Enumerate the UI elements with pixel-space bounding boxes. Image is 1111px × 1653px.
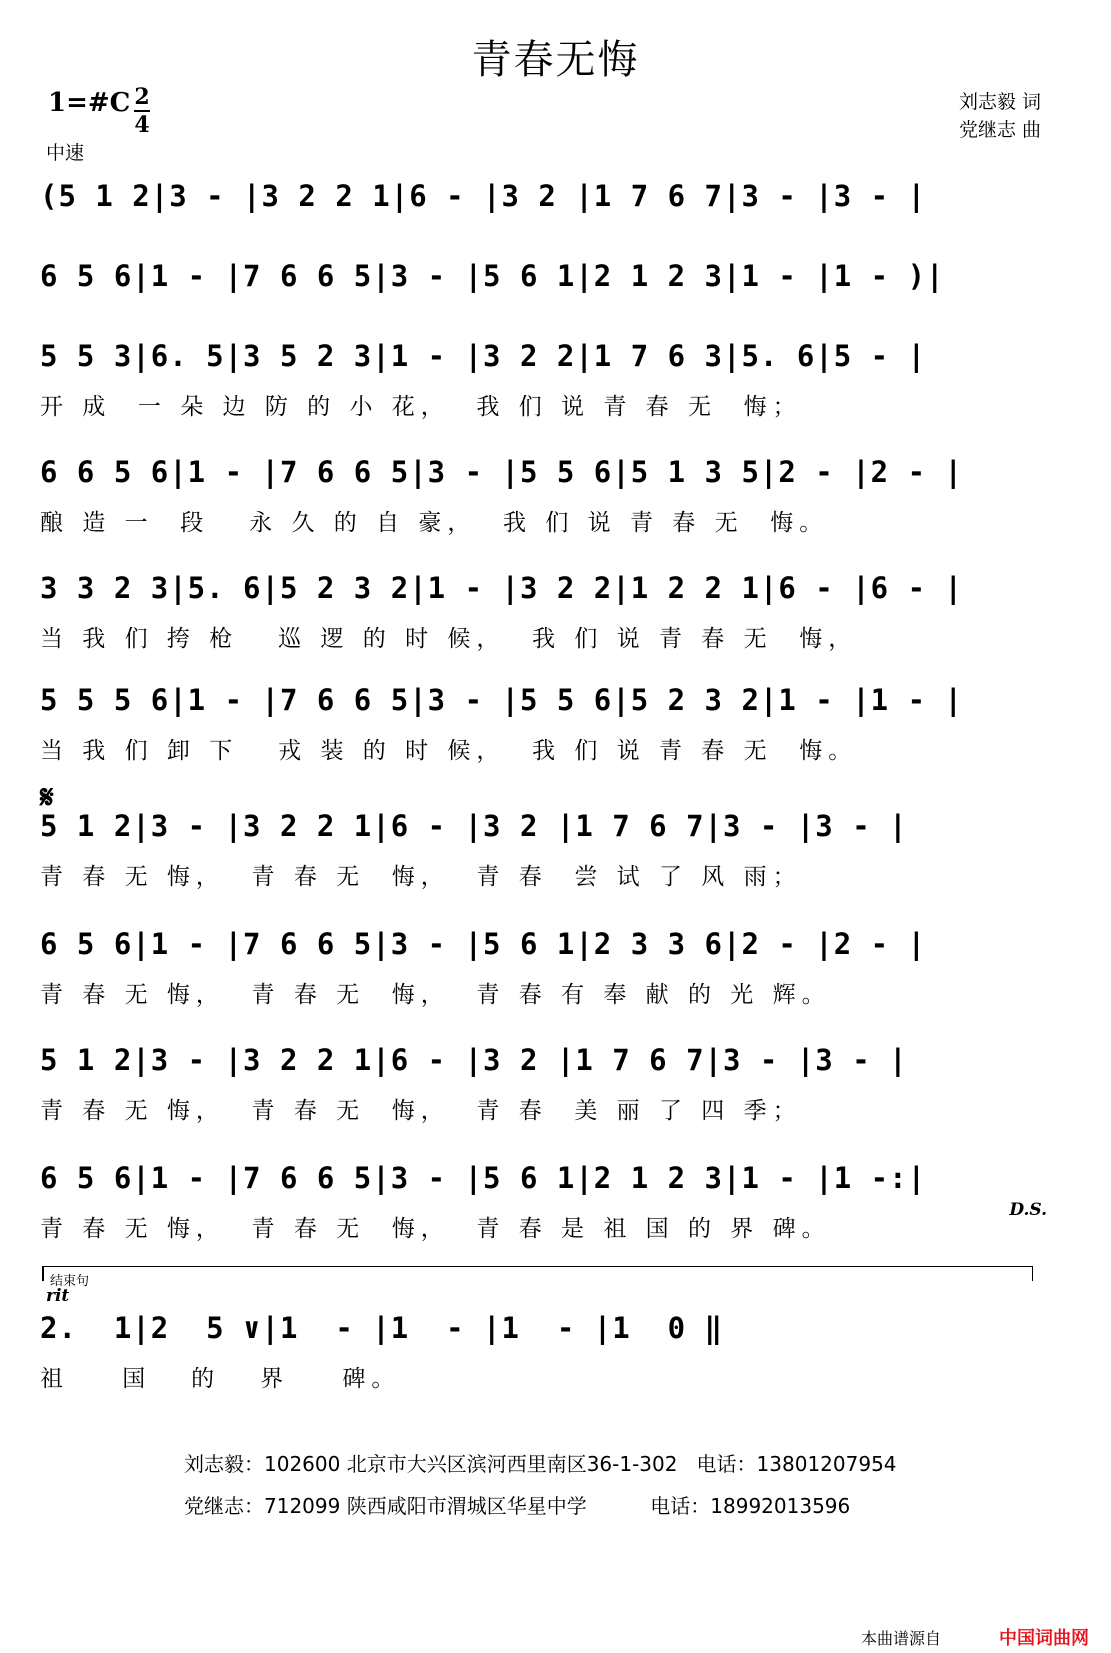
lyric-line: 青 春 无 悔， 青 春 无 悔， 青 春 有 奉 献 的 光 辉。	[40, 982, 831, 1008]
lyric-line: 当 我 们 卸 下 戎 装 的 时 候， 我 们 说 青 春 无 悔。	[40, 738, 858, 764]
notation-line: 5 5 5 6|1 - |7 6 6 5|3 - |5 5 6|5 2 3 2|1 - |1 - |	[40, 683, 963, 717]
lyric-line: 酿 造 一 段 永 久 的 自 豪， 我 们 说 青 春 无 悔。	[40, 510, 829, 536]
ritardando-marking: rit	[46, 1286, 70, 1306]
credits	[959, 88, 1041, 144]
lyricist-credit: 刘志毅 词	[958, 91, 1041, 113]
coda-notes: 2. 1|2 5 ∨|1 - |1 - |1 - |1 0 ‖	[40, 1311, 724, 1345]
ds-marking: D.S.	[1009, 1200, 1047, 1220]
notation-line: 5 5 3|6. 5|3 5 2 3|1 - |3 2 2|1 7 6 3|5. 6|5 - |	[40, 339, 927, 373]
notation-line: 6 5 6|1 - |7 6 6 5|3 - |5 6 1|2 3 3 6|2 - |2 - |	[40, 927, 927, 961]
notation-line: 5 1 2|3 - |3 2 2 1|6 - |3 2 |1 7 6 7|3 - |3 - |	[40, 1043, 908, 1077]
meter-bottom: 4	[134, 112, 150, 138]
lyric-line: 青 春 无 悔， 青 春 无 悔， 青 春 美 丽 了 四 季；	[40, 1098, 802, 1124]
coda-bracket	[42, 1266, 1033, 1281]
lyric-line: 青 春 无 悔， 青 春 无 悔， 青 春 尝 试 了 风 雨；	[40, 864, 802, 890]
contact-line-2: 党继志：712099 陕西咸阳市渭城区华星中学 电话：18992013596	[184, 1494, 851, 1518]
composer-credit: 党继志 曲	[958, 119, 1041, 141]
time-signature	[134, 84, 150, 138]
segno-sign: 𝄋	[40, 778, 54, 816]
notation-line: 3 3 2 3|5. 6|5 2 3 2|1 - |3 2 2|1 2 2 1|6 - |6 - |	[40, 571, 963, 605]
lyric-line: 青 春 无 悔， 青 春 无 悔， 青 春 是 祖 国 的 界 碑。	[40, 1216, 831, 1242]
lyric-line: 当 我 们 挎 枪 巡 逻 的 时 候， 我 们 说 青 春 无 悔，	[40, 626, 858, 652]
key-signature: 1=#C	[48, 88, 131, 118]
contact-line-1: 刘志毅：102600 北京市大兴区滨河西里南区36-1-302 电话：13801207954	[184, 1452, 897, 1476]
notation-line: 6 5 6|1 - |7 6 6 5|3 - |5 6 1|2 1 2 3|1 - |1 - )|	[40, 259, 945, 293]
notation-line: 6 6 5 6|1 - |7 6 6 5|3 - |5 5 6|5 1 3 5|2 - |2 - |	[40, 455, 963, 489]
site-logo[interactable]: 中国词曲网	[999, 1628, 1089, 1649]
notation-line: 5 1 2|3 - |3 2 2 1|6 - |3 2 |1 7 6 7|3 - |3 - |	[40, 809, 908, 843]
coda-label: 结束句	[50, 1274, 90, 1289]
coda-lyrics: 祖 国 的 界 碑。	[40, 1366, 401, 1392]
meter-top: 2	[134, 84, 150, 110]
tempo-marking: 中速	[46, 142, 85, 164]
lyric-line: 开 成 一 朵 边 防 的 小 花， 我 们 说 青 春 无 悔；	[40, 394, 802, 420]
page-title: 青春无悔	[471, 37, 640, 83]
source-note: 本曲谱源自	[860, 1629, 941, 1648]
notation-line: 6 5 6|1 - |7 6 6 5|3 - |5 6 1|2 1 2 3|1 - |1 -:|	[40, 1161, 927, 1195]
notation-line: (5 1 2|3 - |3 2 2 1|6 - |3 2 |1 7 6 7|3 - |3 - |	[40, 179, 927, 213]
